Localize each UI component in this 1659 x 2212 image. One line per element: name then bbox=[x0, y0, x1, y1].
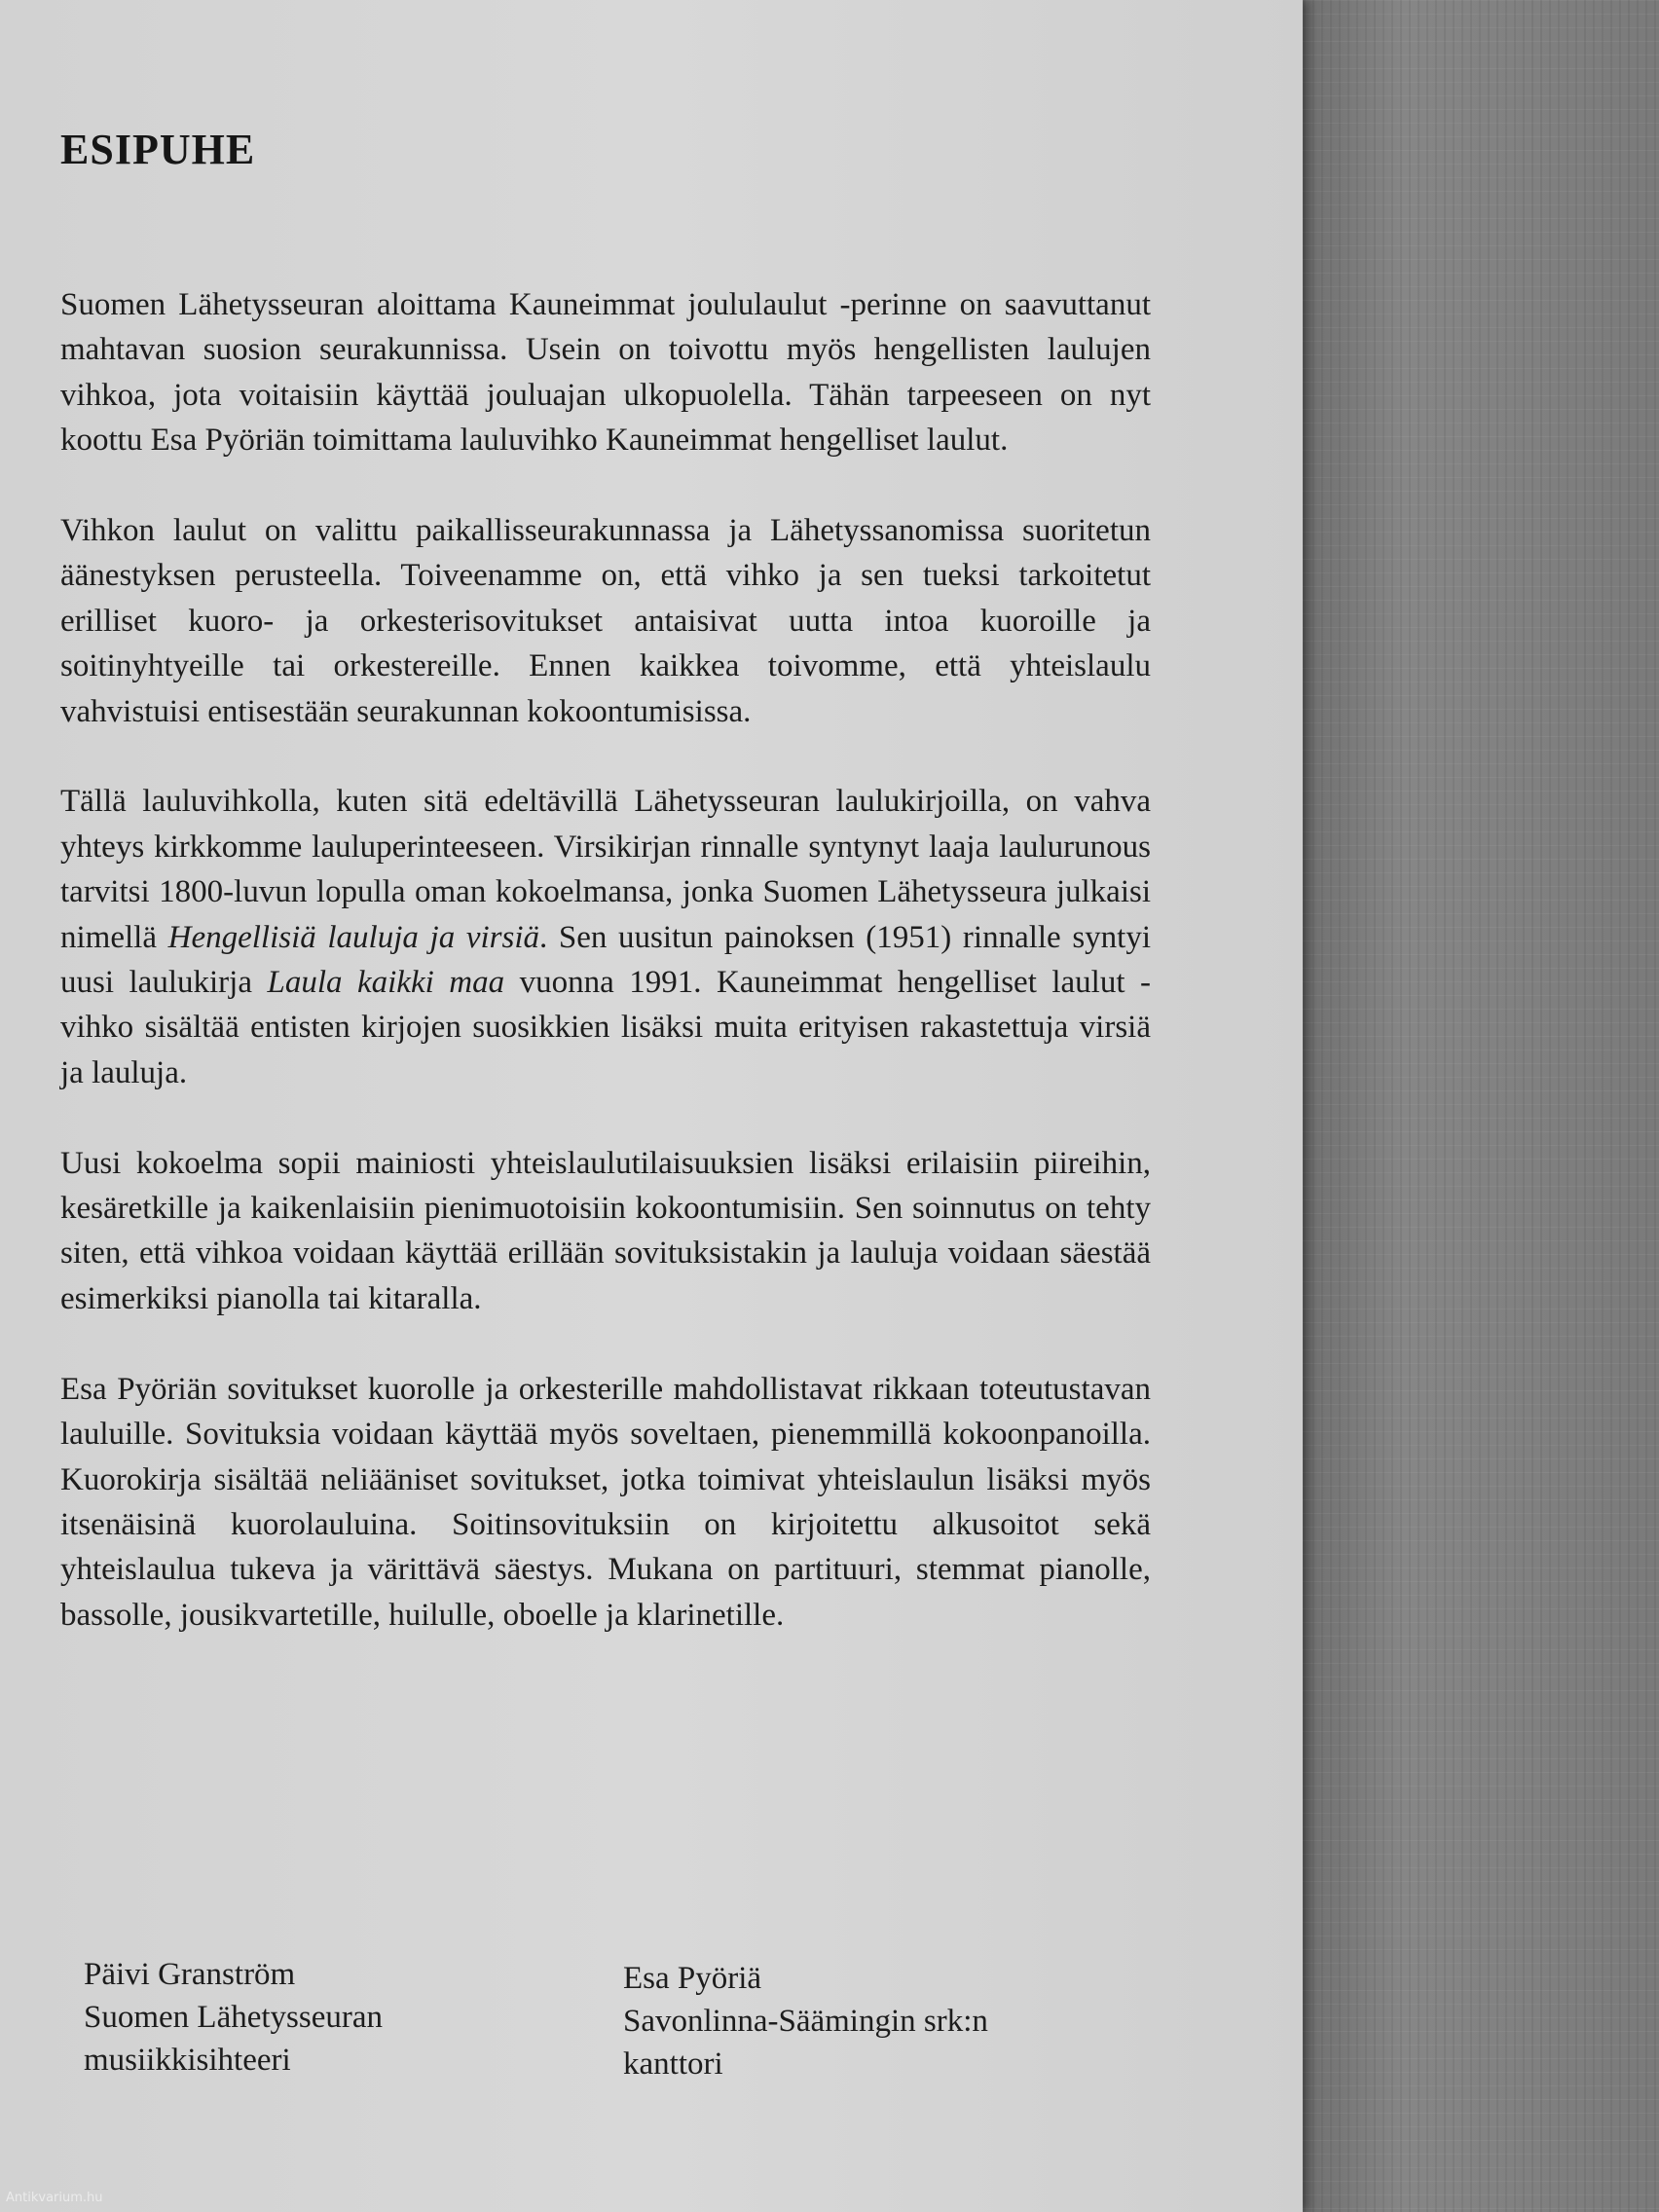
book-title-laula-kaikki-maa: Laula kaikki maa bbox=[267, 965, 505, 1001]
paragraph-3 bbox=[60, 779, 1151, 1095]
preface-body bbox=[60, 282, 1151, 1638]
book-title-hengellisia: Hengellisiä lauluja ja virsiä bbox=[167, 919, 540, 955]
signer-organization: Suomen Lähetysseuran bbox=[84, 2000, 384, 2035]
page-title: ESIPUHE bbox=[60, 126, 256, 173]
background-surface bbox=[1295, 0, 1659, 2212]
paragraph-1: Suomen Lähetysseuran aloittama Kauneimmat joululaulut -perinne on saavuttanut mahtavan suosion seurakunnissa. Usein on toivottu myös hengellisten laulujen vihkoa, jota voitaisiin käyttää jouluajan ulkopuolella. Tähän tarpeeseen on nyt koottu Esa Pyöriän toimittama lauluvihko Kauneimmat hengelliset laulut. bbox=[60, 287, 1151, 459]
paragraph-3-text-c: vuonna 1991. Kauneimmat hengelliset laulut -vihko sisältää entisten kirjojen suosikkien lisäksi muita erityisen rakastettuja virsiä ja lauluja. bbox=[60, 965, 1152, 1090]
paragraph-5: Esa Pyöriän sovitukset kuorolle ja orkesterille mahdollistavat rikkaan toteutustavan lauluille. Sovituksia voidaan käyttää myös soveltaen, pienemmillä kokoonpanoilla. Kuorokirja sisältää neliääniset sovitukset, jotka toimivat yhteislaulun lisäksi myös itsenäisinä kuorolauluina. Soitinsovituksiin on kirjoitettu alkusoitot sekä yhteislaulua tukeva ja värittävä säestys. Mukana on partituuri, stemmat pianolle, bassolle, jousikvartetille, huilulle, oboelle ja klarinetille. bbox=[60, 1371, 1151, 1633]
signer-organization: Savonlinna-Säämingin srk:n bbox=[623, 2004, 988, 2039]
paragraph-2: Vihkon laulut on valittu paikallisseurakunnassa ja Lähetyssanomissa suoritetun äänestyksen perusteella. Toiveenamme on, että vihko ja sen tueksi tarkoitetut erilliset kuoro- ja orkesterisovitukset antaisivat uutta intoa kuoroille ja soitinyhtyeille tai orkestereille. Ennen kaikkea toivomme, että yhteislaulu vahvistuisi entisestään seurakunnan kokoontumisissa. bbox=[60, 513, 1151, 729]
paragraph-3-text-b: . Sen uusitun painoksen (1951) rinnalle syntyi uusi laulukirja bbox=[60, 919, 1152, 1001]
signature-right bbox=[623, 1957, 988, 2085]
paragraph-4: Uusi kokoelma sopii mainiosti yhteislaulutilaisuuksien lisäksi erilaisiin piireihin, kesäretkille ja kaikenlaisiin pienimuotoisiin kokoontumisiin. Sen soinnutus on tehty siten, että vihkoa voidaan käyttää erillään sovituksistakin ja lauluja voidaan säestää esimerkiksi pianolla tai kitaralla. bbox=[60, 1145, 1151, 1316]
paragraph-3-text-a: Tällä lauluvihkolla, kuten sitä edeltävillä Lähetysseuran laulukirjoilla, on vahva yhteys kirkkomme lauluperinteeseen. Virsikirjan rinnalle syntynyt laaja laulurunous tarvitsi 1800-luvun lopulla oman kokoelmansa, jonka Suomen Lähetysseura julkaisi nimellä bbox=[60, 784, 1151, 955]
signature-left bbox=[84, 1953, 383, 2082]
signer-role: musiikkisihteeri bbox=[84, 2043, 291, 2078]
signer-role: kanttori bbox=[623, 2046, 723, 2082]
signer-name: Päivi Granström bbox=[84, 1957, 296, 1992]
watermark: Antikvarium.hu bbox=[6, 2191, 103, 2205]
signer-name: Esa Pyöriä bbox=[623, 1961, 762, 1996]
